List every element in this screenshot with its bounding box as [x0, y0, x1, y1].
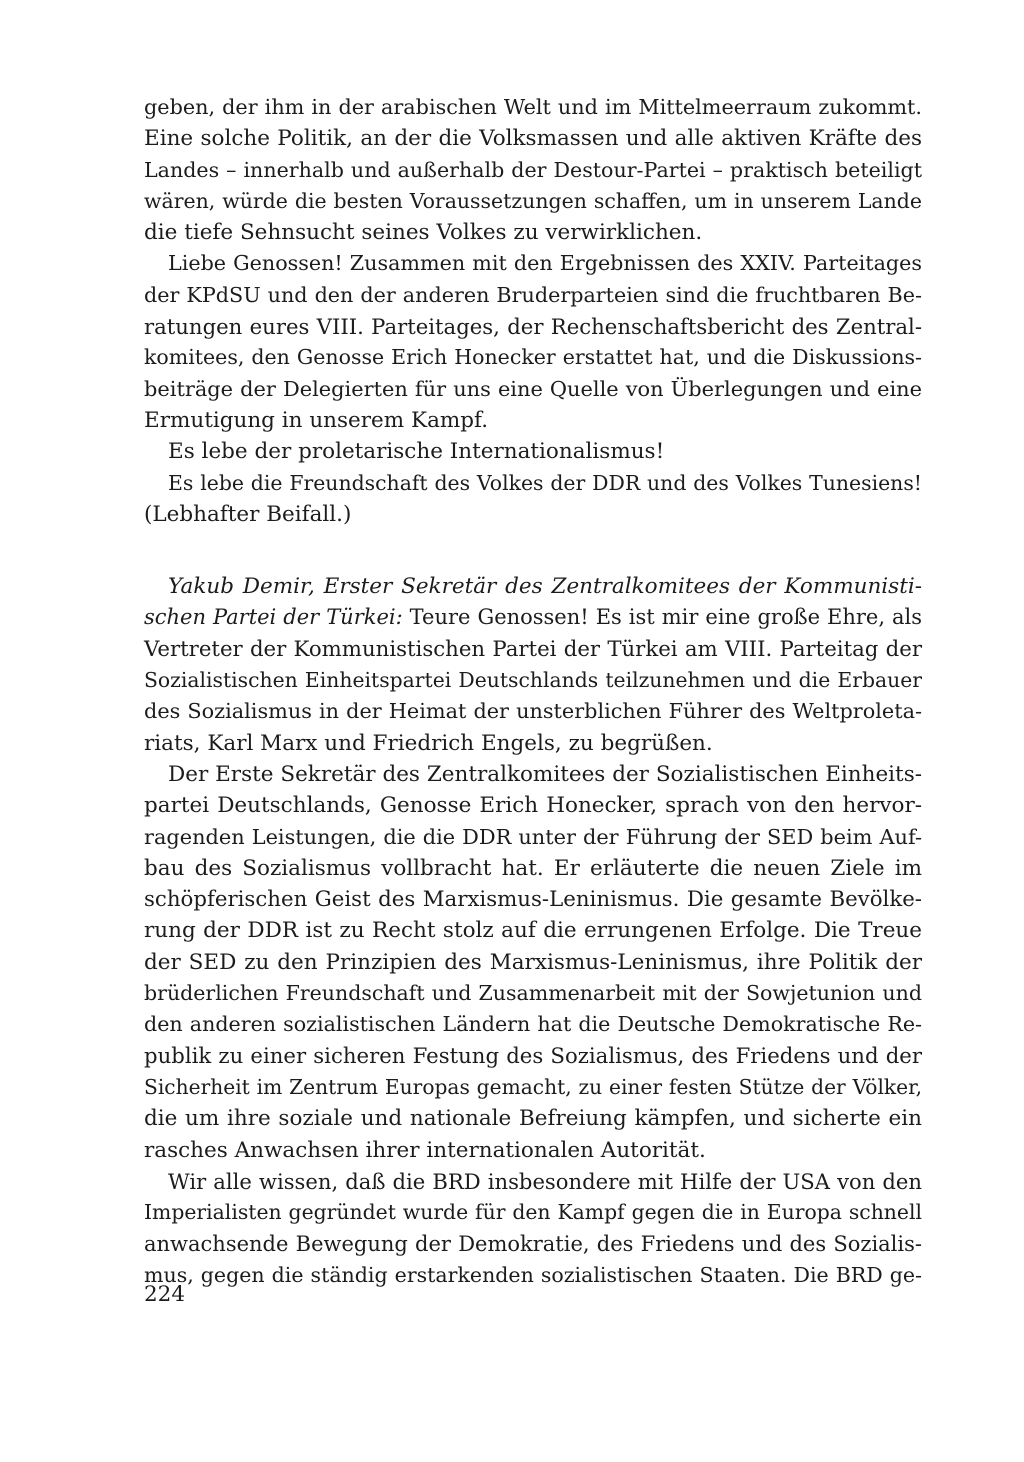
text-line: die um ihre soziale und nationale Befreiung kämpfen, und sicherte ein — [144, 1106, 922, 1132]
text-line: rasches Anwachsen ihrer internationalen Autorität. — [144, 1137, 706, 1163]
paragraph-2 — [144, 248, 922, 436]
speech-opening: Teure Genossen! Es ist mir eine große Ehre, als — [402, 605, 922, 630]
text-line: riats, Karl Marx und Friedrich Engels, zu begrüßen. — [144, 730, 713, 756]
paragraph-4 — [144, 468, 922, 531]
text-line: ratungen eures VIII. Parteitages, der Rechenschaftsbericht des Zentral- — [144, 314, 922, 340]
text-line: Sicherheit im Zentrum Europas gemacht, zu einer festen Stütze der Völker, — [144, 1074, 922, 1099]
paragraph-6 — [144, 759, 922, 1166]
text-line: publik zu einer sicheren Festung des Sozialismus, des Friedens und der — [144, 1043, 922, 1069]
text-line: der KPdSU und den der anderen Bruderparteien sind die fruchtbaren Be- — [144, 282, 922, 307]
text-line: wären, würde die besten Voraussetzungen schaffen, um in unserem Lande — [144, 188, 922, 213]
page-number: 224 — [144, 1282, 186, 1307]
text-line: Landes – innerhalb und außerhalb der Destour-Partei – praktisch beteiligt — [144, 157, 922, 182]
speaker-party: schen Partei der Türkei: — [144, 605, 403, 630]
text-line: mus, gegen die ständig erstarkenden sozialistischen Staaten. Die BRD ge- — [144, 1262, 922, 1287]
text-line: der SED zu den Prinzipien des Marxismus-Leninismus, ihre Politik der — [144, 949, 922, 975]
speech-paragraph — [144, 571, 922, 759]
text-line: Sozialistischen Einheitspartei Deutschlands teilzunehmen und die Erbauer — [144, 668, 922, 693]
text-line: Vertreter der Kommunistischen Partei der Türkei am VIII. Parteitag der — [144, 636, 922, 662]
text-line: rung der DDR ist zu Recht stolz auf die errungenen Erfolge. Die Treue — [144, 918, 922, 944]
speaker-line: Yakub Demir, Erster Sekretär des Zentralkomitees der Kommunisti- — [168, 574, 922, 600]
text-line: partei Deutschlands, Genosse Erich Honecker, sprach von den hervor- — [144, 793, 922, 819]
text-line: (Lebhafter Beifall.) — [144, 501, 352, 527]
text-line: komitees, den Genosse Erich Honecker erstattet hat, und die Diskussions- — [144, 345, 922, 370]
text-line: Wir alle wissen, daß die BRD insbesondere mit Hilfe der USA von den — [168, 1168, 922, 1194]
text-line: Der Erste Sekretär des Zentralkomitees der Sozialistischen Einheits- — [168, 761, 922, 787]
page-body — [144, 92, 922, 1291]
text-line: Imperialisten gegründet wurde für den Kampf gegen die in Europa schnell — [144, 1200, 922, 1225]
text-line: bau des Sozialismus vollbracht hat. Er erläuterte die neuen Ziele im — [144, 855, 922, 881]
text-line: anwachsende Bewegung der Demokratie, des Friedens und des Sozialis- — [144, 1231, 922, 1257]
paragraph-1 — [144, 92, 922, 248]
text-line: Es lebe der proletarische Internationalismus! — [168, 439, 665, 465]
text-line — [144, 602, 922, 633]
text-line: Es lebe die Freundschaft des Volkes der DDR und des Volkes Tunesiens! — [168, 470, 922, 495]
text-line: geben, der ihm in der arabischen Welt und im Mittelmeerraum zukommt. — [144, 95, 922, 119]
text-line: Liebe Genossen! Zusammen mit den Ergebnissen des XXIV. Parteitages — [168, 251, 922, 276]
text-line: beiträge der Delegierten für uns eine Quelle von Überlegungen und eine — [144, 376, 922, 401]
text-line: die tiefe Sehnsucht seines Volkes zu verwirklichen. — [144, 220, 703, 246]
text-line: schöpferischen Geist des Marxismus-Leninismus. Die gesamte Bevölke- — [144, 887, 922, 913]
section-gap — [144, 530, 922, 571]
text-line: des Sozialismus in der Heimat der unsterblichen Führer des Weltproleta- — [144, 699, 922, 724]
text-line: Ermutigung in unserem Kampf. — [144, 407, 489, 433]
paragraph-3 — [144, 436, 922, 467]
text-line: Eine solche Politik, an der die Volksmassen und alle aktiven Kräfte des — [144, 126, 922, 152]
text-line: ragenden Leistungen, die die DDR unter der Führung der SED beim Auf- — [144, 824, 922, 849]
text-line: den anderen sozialistischen Ländern hat die Deutsche Demokratische Re- — [144, 1012, 922, 1037]
paragraph-7 — [144, 1166, 922, 1291]
text-line: brüderlichen Freundschaft und Zusammenarbeit mit der Sowjetunion und — [144, 981, 922, 1006]
